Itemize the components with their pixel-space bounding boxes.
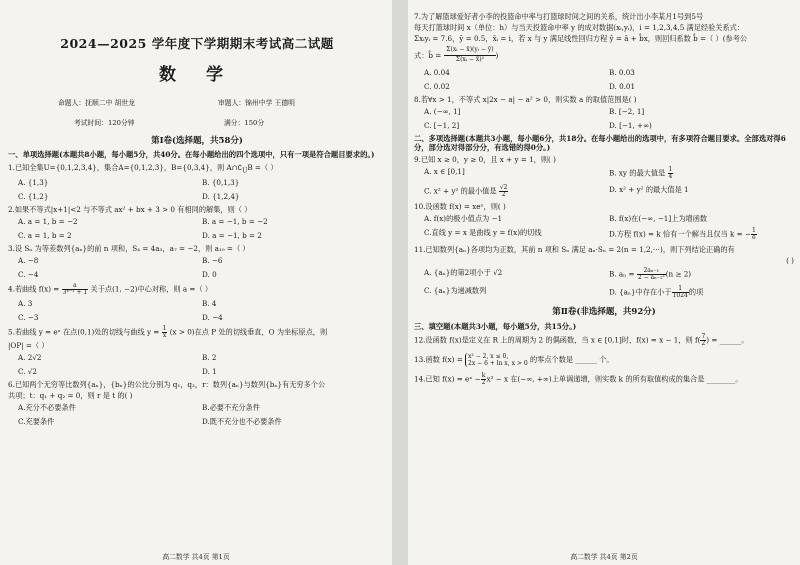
- question-12: 12.设函数 f(x)是定义在 R 上的周期为 2 的偶函数，当 x ∈ [0,1]时，f(x) = x − 1，则 f( $\frac{7}{2}$ ) = ______。: [414, 332, 749, 347]
- reviewer: 审题人：锦州中学 王德明: [218, 98, 295, 107]
- fraction: $\frac{1}{x}$: [162, 324, 167, 339]
- option: C. a = 1, b = 2: [18, 230, 72, 240]
- option: D.方程 f(x) = k 恰有一个解当且仅当 k = − $\frac{1}{e}$: [609, 227, 756, 241]
- option: B.必要不充分条件: [202, 402, 260, 412]
- option: D. [−1, +∞): [609, 120, 652, 130]
- question-3: 3.设 Sₙ 为等差数列{aₙ}的前 n 项和，S₄ = 4a₃，a₇ = −2，则 a₁₀ =（ ）: [8, 243, 250, 253]
- option: B. −6: [202, 255, 223, 265]
- options-7: [424, 68, 794, 91]
- options-8: [424, 107, 794, 130]
- option: D. −4: [202, 312, 223, 322]
- question-11-line2: ( ): [786, 256, 794, 265]
- question-14: 14.已知 f(x) = eˣ − $\frac{k}{2}$ x² − x 在(−∞, +∞)上单调递增，则实数 k 的所有取值构成的集合是 ________。: [414, 372, 743, 387]
- option: B. f(x)在(−∞, −1]上为增函数: [609, 214, 708, 223]
- option: A. {aₙ}的第2项小于 √2: [424, 268, 503, 277]
- subject-title: 数 学: [159, 64, 235, 85]
- option: B. 0.03: [609, 67, 635, 77]
- option: A. (−∞, 1]: [424, 106, 461, 116]
- option: C. x² + y² 的最小值是 $\frac{√2}{2}$: [424, 184, 508, 198]
- options-2: [18, 217, 386, 240]
- question-1: 1.已知全集U={0,1,2,3,4}，集合A={0,1,2,3}，B={0,3,4}，则 $A\cap∁_UB$ =（ ）: [8, 162, 278, 175]
- option: B. 2: [202, 352, 217, 362]
- options-3: [18, 256, 386, 279]
- option: D. {aₙ}中存在小于 $\frac{1}{1024}$ 的项: [609, 285, 704, 299]
- question-7-line2: 每天打篮球时间 x（单位：h）与当天投篮命中率 y 的成对数据(xᵢ,yᵢ)，i = 1,2,3,4,5 满足经验关系式：: [414, 23, 745, 32]
- question-4: 4.若曲线 f(x) = $\frac{a}{\text{3ˣ⁻¹ + 1}}$ 关于点(1, −2)中心对称，则 a =（ ）: [8, 281, 213, 296]
- page-footer-left: 高二数学 共4页 第1页: [162, 552, 230, 561]
- question-13: 13.函数 f(x) = x² − 2, x ≤ 0, 2x − 6 + ln x, x > 0 的零点个数是 ______ 个。: [414, 352, 614, 367]
- option: A.充分不必要条件: [18, 402, 76, 412]
- option: B. xy 的最大值是 $\frac{1}{4}$: [609, 166, 673, 180]
- fraction: $\frac{\text{Σ(xᵢ − x̄)(yᵢ − ȳ)}}{\text{Σ(xᵢ − x̄)²}}$: [446, 46, 494, 63]
- option: C. {aₙ}为递减数列: [424, 286, 487, 295]
- options-11: [424, 268, 794, 299]
- option: B. aₙ = $\frac{\text{2aₙ₋₁}}{\text{2 − aₙ₋₁²}}$ (n ≥ 2): [609, 267, 692, 281]
- option: A. −8: [18, 255, 39, 265]
- question-10: 10.设函数 f(x) = xeˣ，则( ): [414, 202, 506, 211]
- page-right: [408, 0, 800, 565]
- option: B. 4: [202, 298, 217, 308]
- option: C. 0.02: [424, 81, 450, 91]
- option: A. 0.04: [424, 67, 450, 77]
- option: C. −4: [18, 269, 39, 279]
- option: C.充要条件: [18, 416, 55, 426]
- time-row: [8, 119, 386, 127]
- fraction: $\frac{a}{\text{3ˣ⁻¹ + 1}}$: [62, 281, 88, 296]
- part1-title: 第Ⅰ卷(选择题，共58分): [151, 135, 243, 146]
- option: D.既不充分也不必要条件: [202, 416, 282, 426]
- question-9: 9.已知 x ≥ 0，y ≥ 0，且 x + y = 1，则( ): [414, 155, 556, 164]
- question-6-line2: 共项；t：q₁ + q₂ = 0，则 r 是 t 的( ): [8, 390, 133, 400]
- option: C. √2: [18, 366, 37, 376]
- option: D. x² + y² 的最大值是 1: [609, 185, 689, 194]
- option: C. {1,2}: [18, 191, 49, 201]
- question-5: 5.若曲线 y = eˣ 在点(0,1)处的切线与曲线 y = $\frac{1}{x}$ (x > 0)在点 P 处的切线垂直，O 为坐标原点，则: [8, 324, 328, 339]
- option: B. a = −1, b = −2: [202, 216, 268, 226]
- option: A. a = 1, b = −2: [18, 216, 78, 226]
- regression-formula: 式：b̂ = $\frac{\text{Σ(xᵢ − x̄)(yᵢ − ȳ)}}{\text{Σ(xᵢ − x̄)²}}$ ): [414, 46, 499, 63]
- option: D. a = −1, b = 2: [202, 230, 262, 240]
- page-footer-right: 高二数学 共4页 第2页: [570, 552, 638, 561]
- option: D. 0: [202, 269, 217, 279]
- option: B. [−2, 1]: [609, 106, 645, 116]
- option: C. [−1, 2]: [424, 120, 460, 130]
- full-score: 满分：150分: [224, 119, 265, 128]
- question-8: 8.若∀x > 1，不等式 x|2x − a| − a² > 0，则实数 a 的取值范围是( ): [414, 94, 637, 104]
- options-4: [18, 299, 386, 322]
- question-2: 2.如果不等式|x+1|<2 与不等式 ax² + bx + 3 > 0 有相同的解集，则（ ）: [8, 204, 252, 214]
- options-10: [424, 214, 794, 241]
- option: D. 0.01: [609, 81, 636, 91]
- options-6: [18, 403, 386, 426]
- option: B. {0,1,3}: [202, 177, 240, 187]
- author-row: [8, 99, 386, 107]
- options-1: [18, 178, 386, 201]
- exam-title: 2024—2025 学年度下学期期末考试高二试题: [60, 36, 334, 51]
- section1-heading: 一、单项选择题(本题共8小题，每小题5分，共40分。在每小题给出的四个选项中，只有一项是符合题目要求的。): [8, 150, 375, 160]
- option: A. 3: [18, 298, 33, 308]
- question-7: 7.为了解篮球爱好者小李的投篮命中率与打篮球时间之间的关系，统计出小李某月1号到5号: [414, 12, 704, 21]
- options-9: [424, 167, 794, 198]
- option: A. f(x)的极小值点为 −1: [424, 214, 503, 223]
- part2-title: 第Ⅱ卷(非选择题，共92分): [552, 307, 656, 317]
- question-5-line2: |OP| =（ ）: [8, 340, 49, 350]
- proposer: 命题人：抚顺二中 胡世龙: [58, 98, 135, 107]
- option: C. −3: [18, 312, 39, 322]
- option: D. 1: [202, 366, 217, 376]
- question-11: 11.已知数列{aₙ}各项均为正数，其前 n 项和 Sₙ 满足 aₙ·Sₙ = 2(n = 1,2,⋯)，则下列结论正确的有: [414, 245, 735, 254]
- option: C.直线 y = x 是曲线 y = f(x)的切线: [424, 228, 542, 237]
- exam-time: 考试时间：120分钟: [74, 119, 135, 128]
- option: A. x ∈ [0,1]: [424, 167, 465, 176]
- page-left: [0, 0, 392, 565]
- section2-heading: 二、多项选择题(本题共3小题，每小题6分，共18分。在每小题给出的选项中，有多项符合题目要求。全部选对得6分，部分选对得部分分，有选错的得0分。): [414, 133, 786, 152]
- section3-heading: 三、填空题(本题共3小题，每小题5分，共15分。): [414, 321, 577, 331]
- question-6: 6.已知两个无穷等比数列{aₙ}，{bₙ}的公比分别为 q₁，q₂，r：数列{aₙ}与数列{bₙ}有无穷多个公: [8, 379, 326, 389]
- option: D. {1,2,4}: [202, 191, 240, 201]
- option: A. 2√2: [18, 352, 42, 362]
- options-5: [18, 353, 386, 376]
- question-7-line3: Σxᵢyᵢ = 7.6，ȳ = 0.5，x̄ᵢ = i，若 x 与 y 满足线性回归方程 ŷ = â + b̂x，则回归系数 b̂ =（ ）(参考公: [414, 34, 748, 43]
- option: A. {1,3}: [18, 177, 49, 187]
- piecewise-function: x² − 2, x ≤ 0, 2x − 6 + ln x, x > 0: [465, 353, 528, 367]
